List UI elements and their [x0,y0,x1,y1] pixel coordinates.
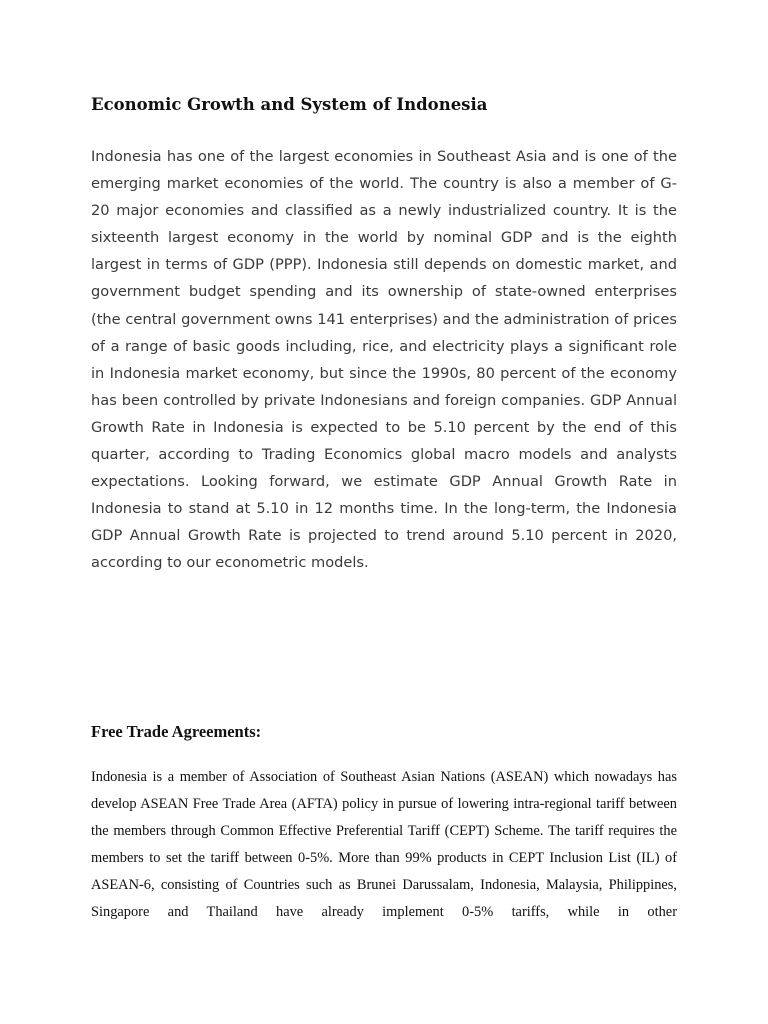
economy-paragraph: Indonesia has one of the largest economies in Southeast Asia and is one of the emerging market economies of the world. The country is also a member of G-20 major economies and classified as a newly industrialized country. It is the sixteenth largest economy in the world by nominal GDP and is the eighth largest in terms of GDP (PPP). Indonesia still depends on domestic market, and government budget spending and its ownership of state-owned enterprises (the central government owns 141 enterprises) and the administration of prices of a range of basic goods including, rice, and electricity plays a significant role in Indonesia market economy, but since the 1990s, 80 percent of the economy has been controlled by private Indonesians and foreign companies. GDP Annual Growth Rate in Indonesia is expected to be 5.10 percent by the end of this quarter, according to Trading Economics global macro models and analysts expectations. Looking forward, we estimate GDP Annual Growth Rate in Indonesia to stand at 5.10 in 12 months time. In the long-term, the Indonesia GDP Annual Growth Rate is projected to trend around 5.10 percent in 2020, according to our econometric models. [91,148,677,572]
section-heading-free-trade: Free Trade Agreements: [91,722,262,741]
document-title: Economic Growth and System of Indonesia [91,95,488,114]
free-trade-paragraph: Indonesia is a member of Association of Southeast Asian Nations (ASEAN) which nowadays has develop ASEAN Free Trade Area (AFTA) policy in pursue of lowering intra-regional tariff between the members through Common Effective Preferential Tariff (CEPT) Scheme. The tariff requires the members to set the tariff between 0-5%. More than 99% products in CEPT Inclusion List (IL) of ASEAN-6, consisting of Countries such as Brunei Darussalam, Indonesia, Malaysia, Philippines, Singapore and Thailand have already implement 0-5% tariffs, while in other [91,769,677,921]
